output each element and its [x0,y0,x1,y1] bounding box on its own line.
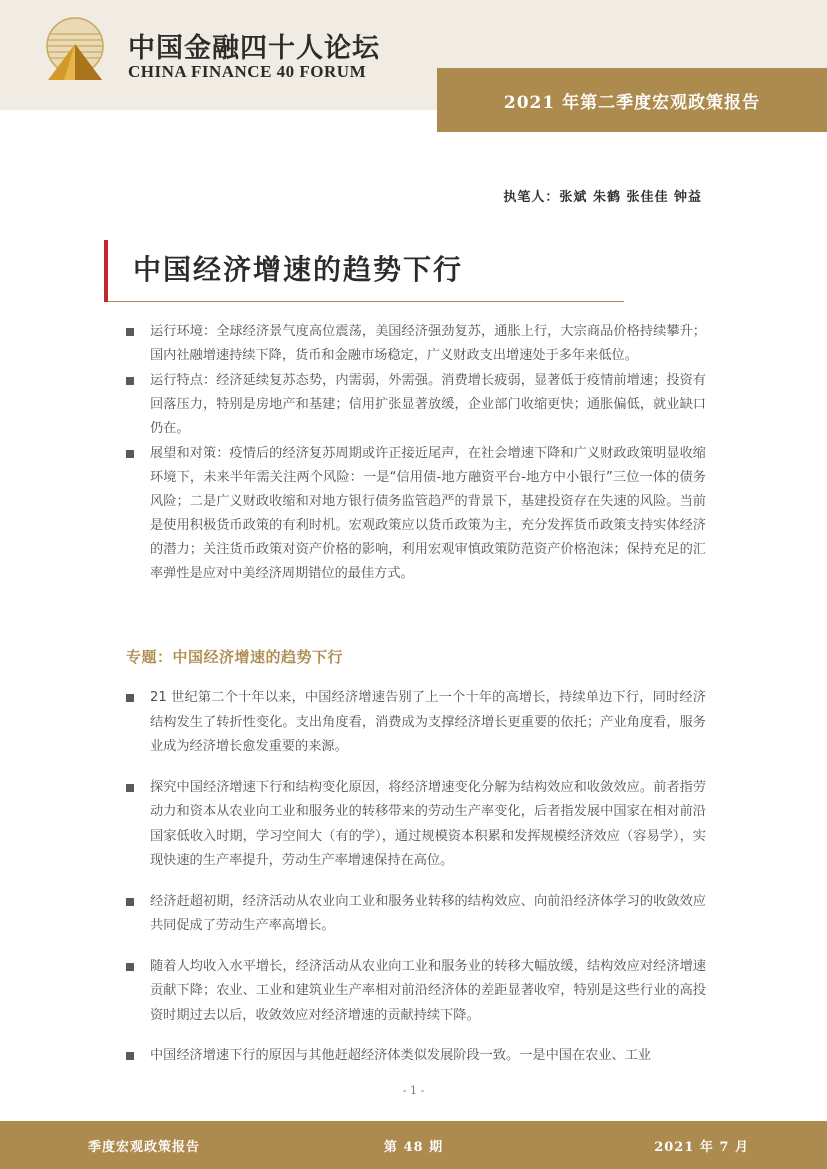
page-title: 中国经济增速的趋势下行 [133,253,464,286]
footer-report-name: 季度宏观政策报告 [88,1140,201,1155]
title-underline [108,301,624,302]
summary-item: 运行特点：经济延续复苏态势，内需弱，外需强。消费增长疲弱，显著低于疫情前增速；投资有回落压力，特别是房地产和基建；信用扩张显著放缓，企业部门收缩更快；通胀偏低，就业缺口仍在。 [124,369,706,441]
footer-bar [0,1121,827,1169]
org-name-cn: 中国金融四十人论坛 [128,33,380,64]
topic-list [124,686,706,1085]
forum-logo-icon [42,14,108,86]
summary-list [124,320,706,587]
report-title: 2021 年第二季度宏观政策报告 [503,92,761,113]
topic-heading: 专题：中国经济增速的趋势下行 [126,648,344,666]
org-name-en: CHINA FINANCE 40 FORUM [128,62,367,81]
topic-item: 中国经济增速下行的原因与其他赶超经济体类似发展阶段一致。一是中国在农业、工业 [124,1044,706,1069]
summary-item: 运行环境：全球经济景气度高位震荡，美国经济强劲复苏，通胀上行，大宗商品价格持续攀升；国内社融增速持续下降，货币和金融市场稳定，广义财政支出增速处于多年来低位。 [124,320,706,368]
footer-date: 2021 年 7 月 [654,1140,749,1155]
topic-item: 21 世纪第二个十年以来，中国经济增速告别了上一个十年的高增长，持续单边下行，同时经济结构发生了转折性变化。支出角度看，消费成为支撑经济增长更重要的依托；产业角度看，服务业成为经济增长愈发重要的来源。 [124,686,706,760]
report-title-banner [437,68,827,132]
title-accent-bar [104,240,108,302]
page-number: - 1 - [402,1084,425,1097]
footer-issue: 第 48 期 [383,1140,444,1155]
summary-item: 展望和对策：疫情后的经济复苏周期或许正接近尾声，在社会增速下降和广义财政政策明显收缩环境下，未来半年需关注两个风险：一是“信用债-地方融资平台-地方中小银行”三位一体的债务风险；二是广义财政收缩和对地方银行债务监管趋严的背景下，基建投资存在失速的风险。当前是使用积极货币政策的有利时机。宏观政策应以货币政策为主，充分发挥货币政策支持实体经济的潜力；关注货币政策对资产价格的影响，利用宏观审慎政策防范资产价格泡沫；保持充足的汇率弹性是应对中美经济周期错位的最佳方式。 [124,442,706,586]
authors: 执笔人：张斌 朱鹤 张佳佳 钟益 [503,190,702,205]
topic-item: 随着人均收入水平增长，经济活动从农业向工业和服务业的转移大幅放缓，结构效应对经济增速贡献下降；农业、工业和建筑业生产率相对前沿经济体的差距显著收窄，特别是这些行业的高投资时期过去以后，收敛效应对经济增速的贡献持续下降。 [124,955,706,1029]
topic-item: 经济赶超初期，经济活动从农业向工业和服务业转移的结构效应、向前沿经济体学习的收敛效应共同促成了劳动生产率高增长。 [124,890,706,939]
topic-item: 探究中国经济增速下行和结构变化原因，将经济增速变化分解为结构效应和收敛效应。前者指劳动力和资本从农业向工业和服务业的转移带来的劳动生产率变化，后者指发展中国家在相对前沿国家低收入时期，学习空间大（有的学），通过规模资本积累和发挥规模经济效应（容易学），实现快速的生产率提升，劳动生产率增速保持在高位。 [124,776,706,874]
